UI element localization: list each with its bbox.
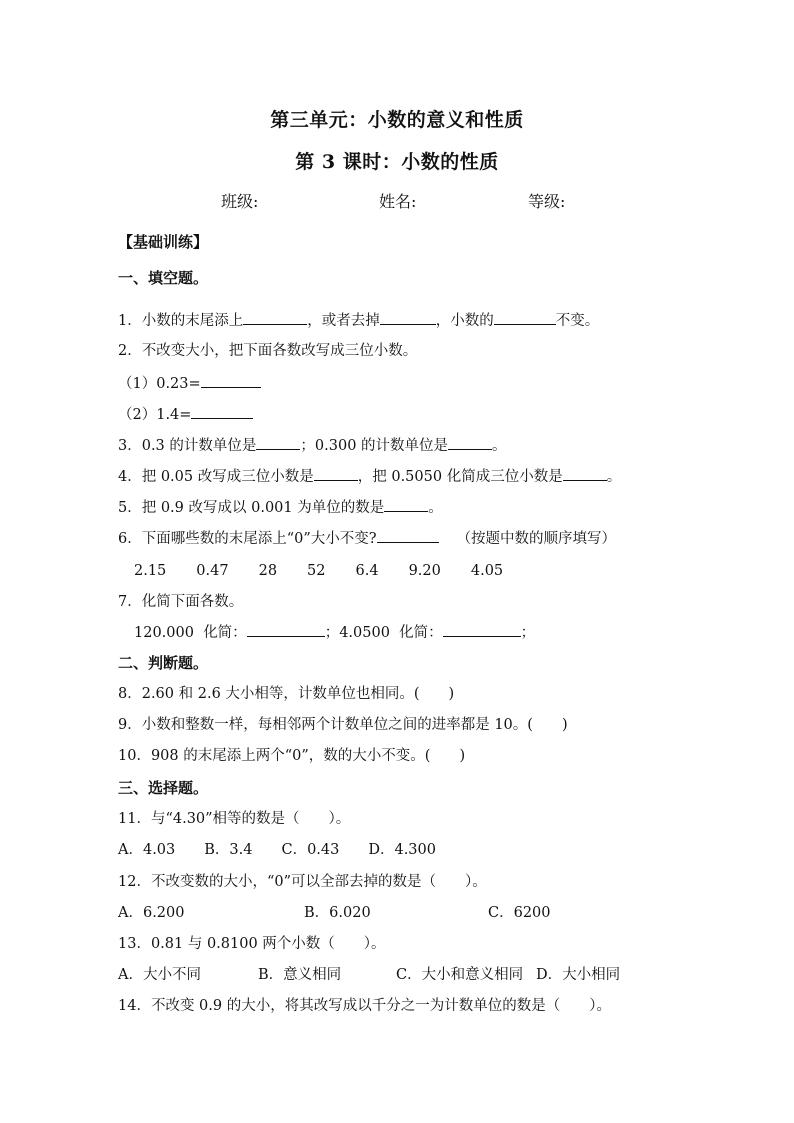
number-item: 4.05 [470,563,504,579]
grade-label: 等级: [528,192,566,211]
q7-end: ； [520,625,536,641]
lesson-title: 第 3 课时：小数的性质 [295,151,499,173]
section-fill-blank: 一、填空题。 [118,269,209,287]
q7-number-1: 120.000 [134,625,194,641]
q3-text-a: 3．0.3 的计数单位是 [118,438,257,454]
question-11: 11．与“4.30”相等的数是（ ）。 [118,811,351,827]
answer-blank[interactable] [494,310,556,325]
q7-label-1: 化简： [203,625,247,641]
question-5 [118,497,443,518]
question-7-items [134,622,535,643]
q3-text-b: ；0.300 的计数单位是 [300,438,449,454]
option-c: C．6200 [488,905,551,921]
question-6 [118,528,616,549]
name-label: 姓名: [379,192,417,211]
answer-blank[interactable] [377,528,439,543]
answer-blank[interactable] [384,497,428,512]
q4-text-c: 。 [606,469,622,485]
answer-blank[interactable] [191,404,253,419]
q1-text-a: 1．小数的末尾添上 [118,313,244,329]
number-item: 6.4 [355,563,379,579]
question-14: 14．不改变 0.9 的大小，将其改写成以千分之一为计数单位的数是（ ）。 [118,998,611,1014]
answer-blank[interactable] [201,373,261,388]
option-b: B．6.020 [304,905,371,921]
number-item: 2.15 [134,563,167,579]
class-label: 班级: [221,192,259,211]
question-7: 7．化简下面各数。 [118,594,244,610]
answer-blank[interactable] [256,435,300,450]
q1-text-d: 不变。 [555,313,600,329]
question-13: 13．0.81 与 0.8100 两个小数（ ）。 [118,936,386,952]
student-info-row [0,189,794,213]
option-a: A．大小不同 [118,967,201,983]
number-item: 0.47 [196,563,229,579]
question-2-part-1 [118,373,261,394]
q5-text-a: 5．把 0.9 改写成以 0.001 为单位的数是 [118,500,385,516]
option-d: D．大小相同 [536,967,621,983]
q5-text-b: 。 [428,500,443,516]
q7-number-2: 4.0500 [339,625,390,641]
q2-p2-text: （2）1.4= [118,407,192,423]
option-c: C．大小和意义相同 [396,967,524,983]
question-8: 8．2.60 和 2.6 大小相等，计数单位也相同。( ) [118,686,455,702]
q3-text-c: 。 [492,438,507,454]
q6-hint: （按题中数的顺序填写） [456,531,617,547]
question-10: 10．908 的末尾添上两个“0”，数的大小不变。( ) [118,748,466,764]
question-3 [118,435,507,456]
answer-blank[interactable] [443,622,521,637]
q4-text-b: ，把 0.5050 化简成三位小数是 [357,469,563,485]
number-item: 52 [307,563,326,579]
answer-blank[interactable] [243,310,307,325]
option-b: B．意义相同 [258,967,342,983]
question-4 [118,466,621,487]
question-11-options: A．4.03 B．3.4 C．0.43 D．4.300 [118,842,436,858]
section-basic-training: 【基础训练】 [118,233,209,251]
answer-blank[interactable] [448,435,492,450]
answer-blank[interactable] [563,466,607,481]
q4-text-a: 4．把 0.05 改写成三位小数是 [118,469,314,485]
section-judge: 二、判断题。 [118,654,209,672]
q7-separator: ； [324,625,340,641]
section-choice: 三、选择题。 [118,779,209,797]
q6-text-a: 6．下面哪些数的末尾添上“0”大小不变? [118,531,377,547]
answer-blank[interactable] [314,466,358,481]
question-6-numbers [134,561,533,581]
question-2-part-2 [118,404,253,425]
question-12: 12．不改变数的大小，“0”可以全部去掉的数是（ ）。 [118,874,487,890]
number-item: 9.20 [408,563,441,579]
unit-title: 第三单元：小数的意义和性质 [270,109,524,131]
option-a: A．6.200 [118,905,185,921]
q1-text-c: ，小数的 [435,313,494,329]
q1-text-b: ，或者去掉 [307,313,380,329]
question-1 [118,310,599,331]
question-2: 2．不改变大小，把下面各数改写成三位小数。 [118,343,418,359]
answer-blank[interactable] [247,622,325,637]
answer-blank[interactable] [380,310,436,325]
question-9: 9．小数和整数一样，每相邻两个计数单位之间的进率都是 10。( ) [118,717,568,733]
number-item: 28 [258,563,278,579]
q7-label-2: 化简： [399,625,443,641]
q2-p1-text: （1）0.23= [118,376,201,392]
